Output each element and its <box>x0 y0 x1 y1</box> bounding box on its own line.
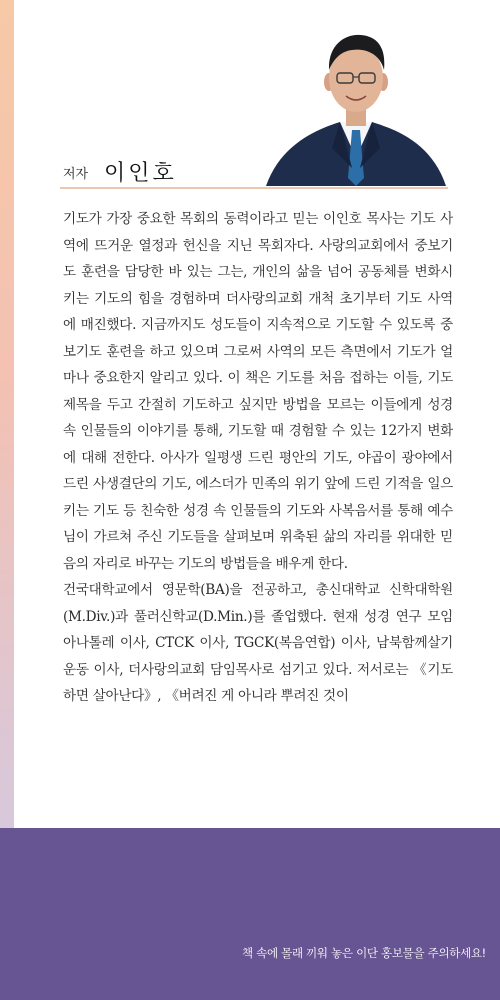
decorative-side-stripe <box>0 0 14 828</box>
bio-paragraph-1: 기도가 가장 중요한 목회의 동력이라고 믿는 이인호 목사는 기도 사역에 뜨거운 열정과 헌신을 지닌 목회자다. 사랑의교회에서 중보기도 훈련을 담당한 바 있는 그는, 개인의 삶을 넘어 공동체를 변화시키는 기도의 힘을 경험하며 더사랑의교회 개척 초기부터 기도 사역에 매진했다. 지금까지도 성도들이 지속적으로 기도할 수 있도록 중보기도 훈련을 하고 있으며 그로써 사역의 모든 측면에서 기도가 얼마나 중요한지 알리고 있다. 이 책은 기도를 처음 접하는 이들, 기도 제목을 두고 간절히 기도하고 싶지만 방법을 모르는 이들에게 성경 속 인물들의 이야기를 통해, 기도할 때 경험할 수 있는 12가지 변화에 대해 전한다. 아사가 일평생 드린 평안의 기도, 야곱이 광야에서 드린 사생결단의 기도, 에스더가 민족의 위기 앞에 드린 기적을 일으키는 기도 등 친숙한 성경 속 인물들의 기도와 사복음서를 통해 예수님이 가르쳐 주신 기도들을 살펴보며 위축된 삶의 자리를 위대한 믿음의 자리로 바꾸는 기도의 방법들을 배우게 한다. <box>63 211 453 572</box>
author-name: 이인호 <box>104 161 177 186</box>
divider <box>60 187 448 189</box>
footer-band <box>0 828 500 1000</box>
bio-paragraph-2: 건국대학교에서 영문학(BA)을 전공하고, 총신대학교 신학대학원(M.Div.)과 풀러신학교(D.Min.)를 졸업했다. 현재 성경 연구 모임 아나톨레 이사, CTCK 이사, TGCK(복음연합) 이사, 남북함께살기운동 이사, 더사랑의교회 담임목사로 섬기고 있다. 저서로는 《기도하면 살아난다》, 《버려진 게 아니라 뿌려진 것이 <box>63 582 453 704</box>
author-biography <box>63 206 453 824</box>
author-portrait <box>262 18 450 186</box>
footer-notice: 책 속에 몰래 끼워 놓은 이단 홍보물을 주의하세요! <box>242 946 486 960</box>
author-label: 저자 <box>63 167 89 182</box>
